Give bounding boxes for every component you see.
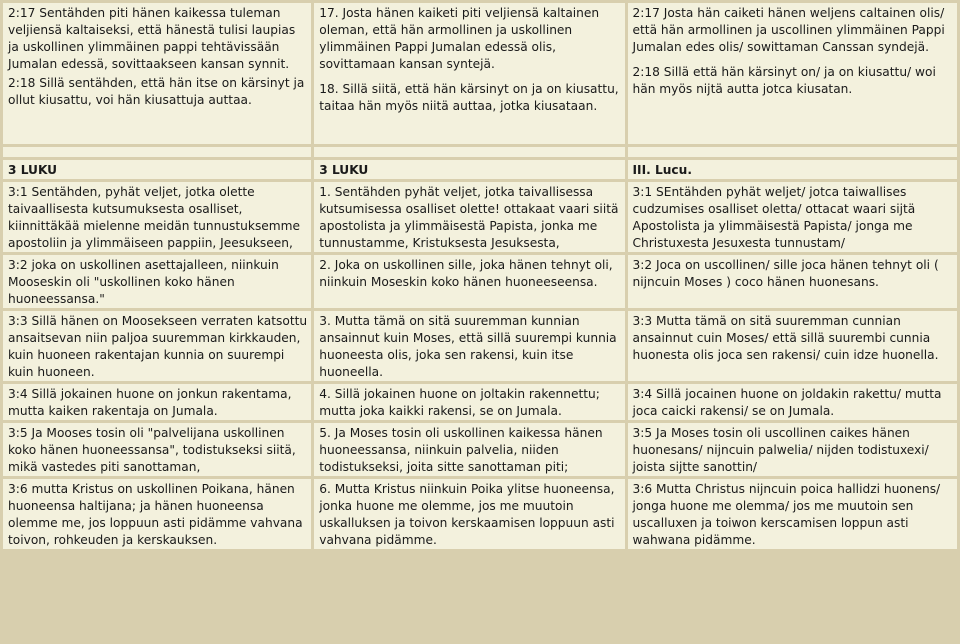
chapter-heading-1642: III. Lucu. bbox=[628, 160, 957, 179]
verse-2-17-1776: 17. Josta hänen kaiketi piti veljiensä kaltainen oleman, että hän armollinen ja uskollinen ylimmäinen Pappi Jumalan edessä olis, sovittamaan kansan syntejä. bbox=[319, 6, 600, 71]
verse-cell: 3:4 Sillä jocainen huone on joldakin rakettu/ mutta joca caicki rakensi/ se on Jumala. bbox=[628, 384, 957, 420]
spacer-cell bbox=[314, 147, 624, 157]
verse-cell: 3:3 Sillä hänen on Moosekseen verraten katsottu ansaitsevan niin paljoa suuremman kirkkauden, kuin huoneen rakentajan kunnia on suurempi kuin huoneen. bbox=[3, 311, 311, 381]
table-row bbox=[3, 479, 957, 549]
spacer-row bbox=[3, 147, 957, 157]
table-row bbox=[3, 384, 957, 420]
verse-cell: 3:2 joka on uskollinen asettajalleen, niinkuin Mooseskin oli "uskollinen koko hänen huoneessansa." bbox=[3, 255, 311, 308]
top-cell-modern bbox=[3, 3, 311, 144]
verse-2-18-modern: 2:18 Sillä sentähden, että hän itse on kärsinyt ja ollut kiusattu, voi hän kiusattuja auttaa. bbox=[8, 76, 305, 107]
verse-cell: 6. Mutta Kristus niinkuin Poika ylitse huoneensa, jonka huone me olemme, jos me muutoin uskalluksen ja toivon kerskaamisen loppuun asti vahvana pidämme. bbox=[314, 479, 624, 549]
table-row bbox=[3, 311, 957, 381]
spacer-cell bbox=[628, 147, 957, 157]
verse-cell: 3:5 Ja Moses tosin oli uscollinen caikes hänen huonesans/ nijncuin palwelia/ nijden todistuxexi/ joista sijtte sanottin/ bbox=[628, 423, 957, 476]
verse-cell: 3. Mutta tämä on sitä suuremman kunnian ansainnut kuin Moses, että sillä suurempi kunnia huoneesta olis, joka sen rakensi, kuin itse huoneella. bbox=[314, 311, 624, 381]
verse-cell: 3:1 Sentähden, pyhät veljet, jotka olette taivaallisesta kutsumuksesta osalliset, kiinnittäkää mielenne meidän tunnustuksemme apostoliin ja ylimmäiseen pappiin, Jeesukseen, bbox=[3, 182, 311, 252]
chapter-heading-1776: 3 LUKU bbox=[314, 160, 624, 179]
top-cell-1776 bbox=[314, 3, 624, 144]
verse-2-18-1776: 18. Sillä siitä, että hän kärsinyt on ja on kiusattu, taitaa hän myös niitä auttaa, jotka kiusataan. bbox=[319, 82, 619, 113]
verse-cell: 3:6 Mutta Christus nijncuin poica hallidzi huonens/ jonga huone me olemma/ jos me muutoin sen uscalluxen ja toiwon kerscamisen loppun asti wahwana pidämme. bbox=[628, 479, 957, 549]
verse-cell: 3:1 SEntähden pyhät weljet/ jotca taiwallises cudzumises osalliset oletta/ ottacat waari sijtä Apostolista ja ylimmäisestä Papista/ jonga me Christuxesta Jesuxesta tunnustam/ bbox=[628, 182, 957, 252]
verse-cell: 3:6 mutta Kristus on uskollinen Poikana, hänen huoneensa haltijana; ja hänen huoneensa olemme me, jos loppuun asti pidämme vahvana toivon, rohkeuden ja kerskauksen. bbox=[3, 479, 311, 549]
verse-2-18-1642: 2:18 Sillä että hän kärsinyt on/ ja on kiusattu/ woi hän myös nijtä autta jotca kiusatan. bbox=[632, 65, 936, 96]
verse-cell: 5. Ja Moses tosin oli uskollinen kaikessa hänen huoneessansa, niinkuin palvelia, niiden todistukseksi, joita sitte sanottaman piti; bbox=[314, 423, 624, 476]
verse-cell: 3:3 Mutta tämä on sitä suuremman cunnian ansainnut cuin Moses/ että sillä suurembi cunnia huonesta olis joca sen rakensi/ cuin idze huonella. bbox=[628, 311, 957, 381]
verse-cell: 3:5 Ja Mooses tosin oli "palvelijana uskollinen koko hänen huoneessansa", todistukseksi siitä, mikä vastedes piti sanottaman, bbox=[3, 423, 311, 476]
table-row bbox=[3, 182, 957, 252]
heading-row bbox=[3, 160, 957, 179]
chapter-heading-modern: 3 LUKU bbox=[3, 160, 311, 179]
spacer-cell bbox=[3, 147, 311, 157]
verse-cell: 2. Joka on uskollinen sille, joka hänen tehnyt oli, niinkuin Moseskin koko hänen huoneeseensa. bbox=[314, 255, 624, 308]
table-row bbox=[3, 423, 957, 476]
verse-cell: 1. Sentähden pyhät veljet, jotka taivallisessa kutsumisessa osalliset olette! ottakaat vaari siitä apostolista ja ylimmäisestä Papista, jonka me tunnustamme, Kristuksesta Jesuksesta, bbox=[314, 182, 624, 252]
verse-cell: 3:4 Sillä jokainen huone on jonkun rakentama, mutta kaiken rakentaja on Jumala. bbox=[3, 384, 311, 420]
top-cell-1642 bbox=[628, 3, 957, 144]
verse-cell: 3:2 Joca on uscollinen/ sille joca hänen tehnyt oli ( nijncuin Moses ) coco hänen huonesans. bbox=[628, 255, 957, 308]
table-row bbox=[3, 255, 957, 308]
verse-2-17-modern: 2:17 Sentähden piti hänen kaikessa tuleman veljiensä kaltaiseksi, että hänestä tulisi laupias ja uskollinen ylimmäinen pappi tehtävissään Jumalan edessä, sovittaakseen kansan synnit. bbox=[8, 6, 296, 71]
verse-cell: 4. Sillä jokainen huone on joltakin rakennettu; mutta joka kaikki rakensi, se on Jumala. bbox=[314, 384, 624, 420]
table-row bbox=[3, 3, 957, 144]
verse-2-17-1642: 2:17 Josta hän caiketi hänen weljens caltainen olis/ että hän armollinen ja uscollinen ylimmäinen Pappi Jumalan edes olis/ sowittaman Canssan syndejä. bbox=[632, 6, 945, 54]
